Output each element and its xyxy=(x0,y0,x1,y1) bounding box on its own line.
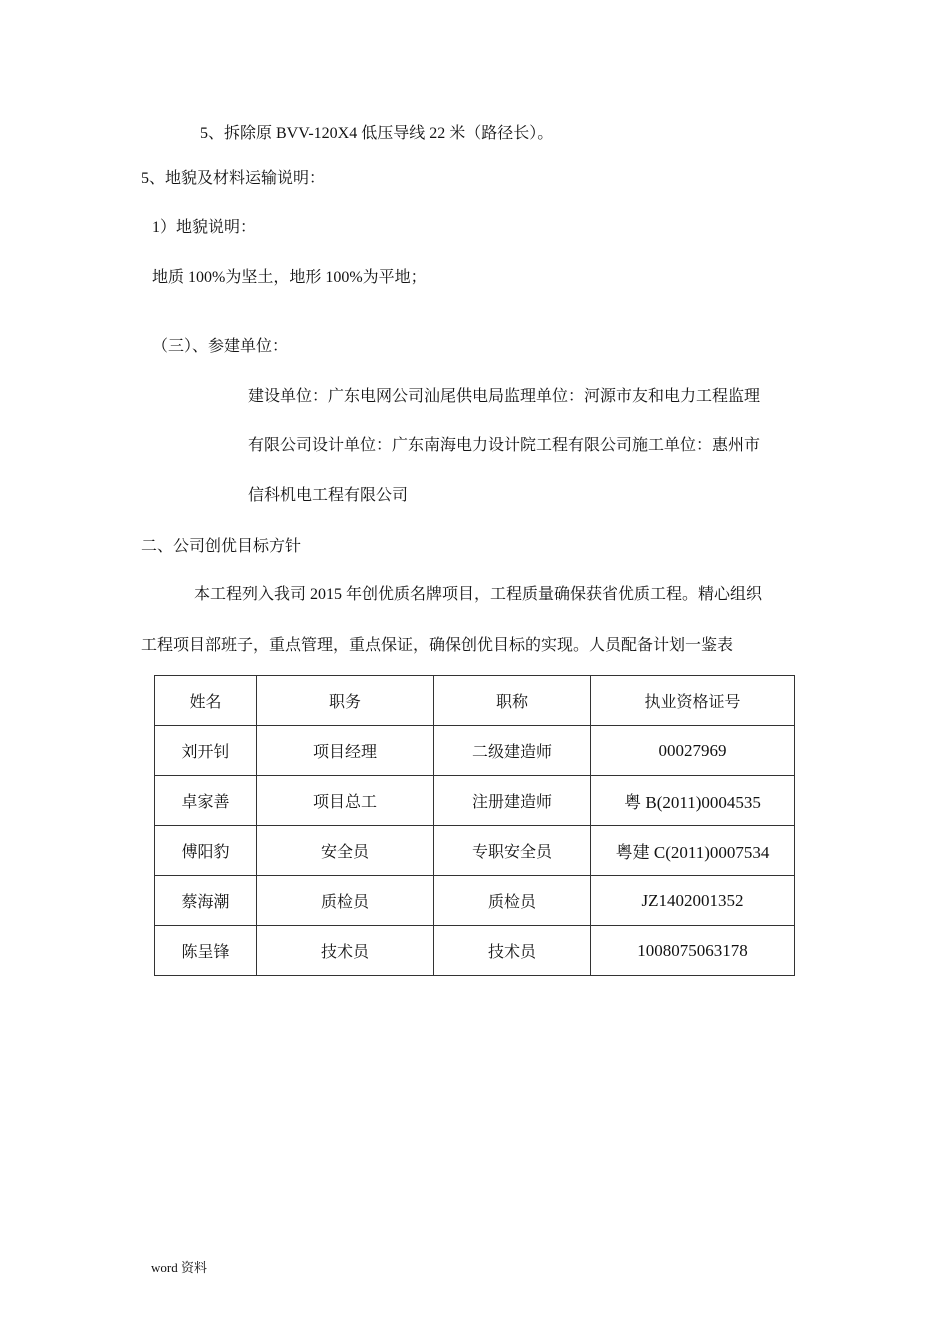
section-2-heading: 二、公司创优目标方针 xyxy=(141,536,302,555)
table-cell-position: 质检员 xyxy=(257,876,434,926)
column-header: 姓名 xyxy=(155,676,257,726)
table-row xyxy=(155,726,795,776)
table-cell-name: 陈呈锋 xyxy=(155,926,257,976)
goal-paragraph-line: 工程项目部班子，重点管理，重点保证，确保创优目标的实现。人员配备计划一鉴表 xyxy=(141,635,734,654)
table-cell-license: 粤 B(2011)0004535 xyxy=(591,776,795,826)
subsection-1-heading: 1）地貌说明： xyxy=(152,219,257,236)
table-cell-title: 专职安全员 xyxy=(434,826,591,876)
table-cell-name: 卓家善 xyxy=(155,776,257,826)
table-cell-license: 00027969 xyxy=(591,726,795,776)
column-header: 执业资格证号 xyxy=(591,676,795,726)
participants-line: 建设单位：广东电网公司汕尾供电局监理单位：河源市友和电力工程监理 xyxy=(248,386,761,405)
item-5-text: 5、拆除原 BVV-120X4 低压导线 22 米（路径长）。 xyxy=(200,125,554,142)
table-row xyxy=(155,926,795,976)
column-header: 职务 xyxy=(257,676,434,726)
table-row xyxy=(155,876,795,926)
table-cell-title: 注册建造师 xyxy=(434,776,591,826)
table-row xyxy=(155,776,795,826)
table-cell-position: 项目总工 xyxy=(257,776,434,826)
geology-text: 地质 100%为坚土，地形 100%为平地； xyxy=(152,269,427,286)
table-cell-name: 傅阳豹 xyxy=(155,826,257,876)
table-cell-title: 二级建造师 xyxy=(434,726,591,776)
table-cell-license: 粤建 C(2011)0007534 xyxy=(591,826,795,876)
goal-paragraph-line: 本工程列入我司 2015 年创优质名牌项目，工程质量确保获省优质工程。精心组织 xyxy=(194,586,763,603)
table-cell-name: 刘开钊 xyxy=(155,726,257,776)
section-5-heading: 5、地貌及材料运输说明： xyxy=(141,170,326,187)
table-cell-license: JZ1402001352 xyxy=(591,876,795,926)
participants-line: 有限公司设计单位：广东南海电力设计院工程有限公司施工单位：惠州市 xyxy=(248,435,761,454)
table-cell-name: 蔡海潮 xyxy=(155,876,257,926)
participants-heading: （三）、参建单位： xyxy=(152,336,289,355)
table-header-row xyxy=(155,676,795,726)
table-cell-position: 安全员 xyxy=(257,826,434,876)
table-row xyxy=(155,826,795,876)
staff-table xyxy=(154,675,795,976)
table-cell-title: 质检员 xyxy=(434,876,591,926)
table-cell-position: 项目经理 xyxy=(257,726,434,776)
footer-note: word 资料 xyxy=(151,1260,207,1275)
table-cell-position: 技术员 xyxy=(257,926,434,976)
participants-line: 信科机电工程有限公司 xyxy=(248,485,409,504)
column-header: 职称 xyxy=(434,676,591,726)
table-cell-license: 1008075063178 xyxy=(591,926,795,976)
table-cell-title: 技术员 xyxy=(434,926,591,976)
